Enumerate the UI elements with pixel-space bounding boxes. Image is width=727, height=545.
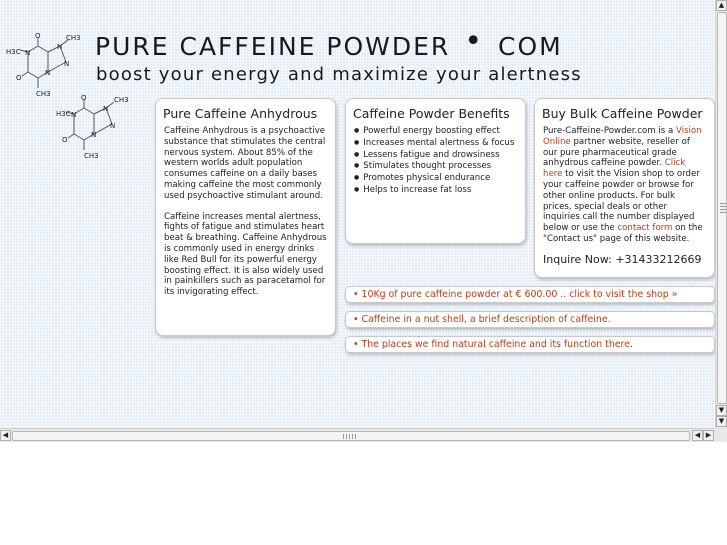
anhydrous-paragraph-2: Caffeine increases mental alertness, fights of fatigue and stimulates heart beat & breathing. Caffeine Anhydrous is commonly used in energy drinks like Red Bull for its powerful energy boosting effect. It is also widely used in painkillers such as paracetamol for its invigorating effect. [164,211,327,298]
contact-form-link[interactable]: contact form [617,223,673,234]
caffeine-molecule-icon [52,94,134,162]
anhydrous-paragraph-1: Caffeine Anhydrous is a psychoactive substance that stimulates the central nervous system. About 85% of the western worlds adult population consumes caffeine on a daily bases making caffeine the most commonly used psychoactive stimulant around. [164,126,326,201]
benefit-item: ● Helps to increase fat loss [354,185,517,197]
scroll-up-arrow-icon[interactable]: ▲ [716,0,727,11]
scroll-left-arrow-icon[interactable]: ◀ [0,430,11,441]
natural-caffeine-link-bar[interactable]: • The places we find natural caffeine and its function there. [345,336,715,353]
bulk-text: to visit the Vision shop to order your caffeine powder or browse for other online products. For bulk prices, special deals or other inquiries call the number displayed below or use the [543,169,700,234]
mol-label: N [71,111,77,119]
bulk-panel [534,98,715,278]
mol-label: CH3 [84,152,99,160]
horizontal-scrollbar[interactable] [0,428,715,442]
scroll-down-arrow-icon[interactable]: ▼ [716,405,727,416]
benefit-item: ● Promotes physical endurance [354,173,517,185]
mol-label: O [62,136,68,144]
mol-label: N [25,49,31,57]
mol-label: H3C [6,48,21,56]
caffeine-molecule-icon [6,32,88,100]
mol-label: CH3 [36,90,51,98]
benefits-panel [345,98,526,244]
mol-label: CH3 [66,34,81,42]
inquire-phone: Inquire Now: +31433212669 [543,252,702,266]
mol-label: H3C [56,110,71,118]
mol-label: N [57,43,63,51]
benefits-heading: Caffeine Powder Benefits [353,106,510,121]
mol-label: N [103,105,109,113]
site-tagline: boost your energy and maximize your alertness [96,64,582,85]
vertical-scroll-thumb[interactable] [717,12,727,404]
vertical-scrollbar[interactable] [715,0,727,428]
mol-label: N [45,69,51,77]
horizontal-scroll-thumb[interactable] [12,431,690,441]
mol-label: N [64,60,70,68]
site-title-left: PURE CAFFEINE POWDER [95,32,451,61]
vision-online-link[interactable]: Vision Online [543,126,702,147]
caffeine-nutshell-link-bar[interactable]: • Caffeine in a nut shell, a brief description of caffeine. [345,311,715,328]
benefit-item: ● Stimulates thought processes [354,161,517,173]
scrollbar-corner [715,428,727,442]
mol-label: CH3 [114,96,129,104]
scroll-down-arrow-icon[interactable]: ▼ [716,416,727,427]
site-title-right: COM [498,32,563,61]
mol-label: N [110,122,116,130]
site-title[interactable] [95,24,563,63]
click-here-link[interactable]: Click here [543,158,686,180]
anhydrous-heading: Pure Caffeine Anhydrous [163,106,318,121]
mol-label: O [81,94,87,102]
bulk-text: on the "Contact us" page of this website. [543,223,703,244]
bulk-heading: Buy Bulk Caffeine Powder [542,106,703,121]
mol-label: O [16,74,22,82]
benefit-item: ● Powerful energy boosting effect [354,126,517,138]
benefits-list [354,126,517,197]
anhydrous-panel [155,98,336,336]
scroll-right-arrow-icon[interactable]: ▶ [703,430,714,441]
benefit-item: ● Increases mental alertness & focus [354,138,517,150]
benefit-item: ● Lessens fatigue and drowsiness [354,150,517,162]
mol-label: O [35,32,41,40]
bulk-description [543,126,706,245]
mol-label: N [91,131,97,139]
site-title-dot: • [464,24,485,59]
scroll-left-arrow-icon[interactable]: ◀ [692,430,703,441]
bulk-text: partner website, reseller of our pure pharmaceutical grade anhydrous caffeine powder. [543,136,690,169]
bulk-text: Pure-Caffeine-Powder.com is a [543,126,676,136]
shop-link-bar[interactable]: • 10Kg of pure caffeine powder at € 600.00 .. click to visit the shop » [345,286,715,303]
